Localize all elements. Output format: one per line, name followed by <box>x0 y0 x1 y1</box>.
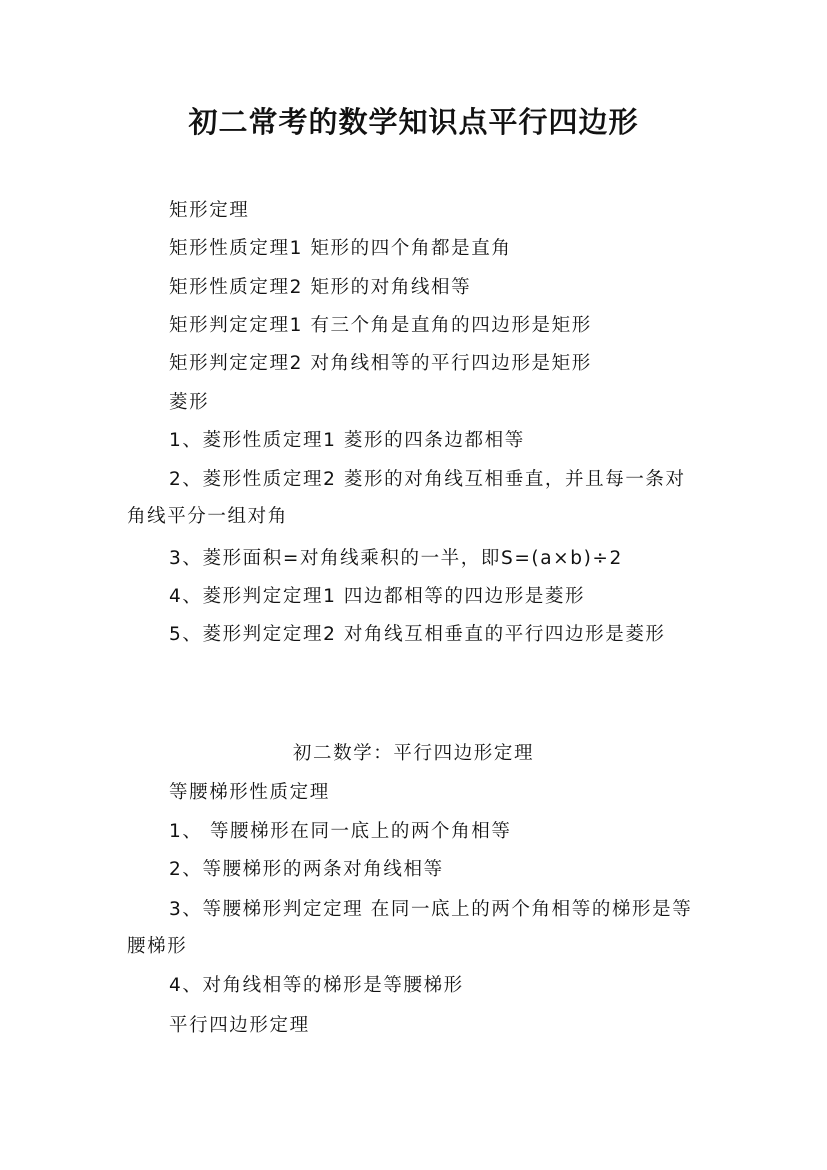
rectangle-line-1: 矩形性质定理1 矩形的四个角都是直角 <box>169 238 512 259</box>
trapezoid-item-4: 4、对角线相等的梯形是等腰梯形 <box>169 975 464 996</box>
trapezoid-item-2: 2、等腰梯形的两条对角线相等 <box>169 859 444 880</box>
section-heading-isosceles-trapezoid: 等腰梯形性质定理 <box>169 782 330 803</box>
rhombus-item-4: 4、菱形判定定理1 四边都相等的四边形是菱形 <box>169 586 586 607</box>
section-heading-parallelogram: 平行四边形定理 <box>169 1015 310 1036</box>
section-heading-rectangle: 矩形定理 <box>169 200 250 221</box>
rectangle-line-4: 矩形判定定理2 对角线相等的平行四边形是矩形 <box>169 353 592 374</box>
rectangle-line-2: 矩形性质定理2 矩形的对角线相等 <box>169 277 472 298</box>
rectangle-line-3: 矩形判定定理1 有三个角是直角的四边形是矩形 <box>169 315 592 336</box>
section-heading-rhombus: 菱形 <box>169 392 210 413</box>
trapezoid-item-3: 3、等腰梯形判定定理 在同一底上的两个角相等的梯形是等腰梯形 <box>127 899 693 957</box>
section-center-heading: 初二数学：平行四边形定理 <box>292 743 535 764</box>
rhombus-item-1: 1、菱形性质定理1 菱形的四条边都相等 <box>169 430 525 451</box>
rhombus-item-3: 3、菱形面积=对角线乘积的一半，即S=(a×b)÷2 <box>169 548 623 569</box>
page-title: 初二常考的数学知识点平行四边形 <box>188 105 639 139</box>
trapezoid-item-1: 1、 等腰梯形在同一底上的两个角相等 <box>169 821 512 842</box>
rhombus-item-2: 2、菱形性质定理2 菱形的对角线互相垂直，并且每一条对角线平分一组对角 <box>127 469 686 527</box>
rhombus-item-5: 5、菱形判定定理2 对角线互相垂直的平行四边形是菱形 <box>169 624 666 645</box>
